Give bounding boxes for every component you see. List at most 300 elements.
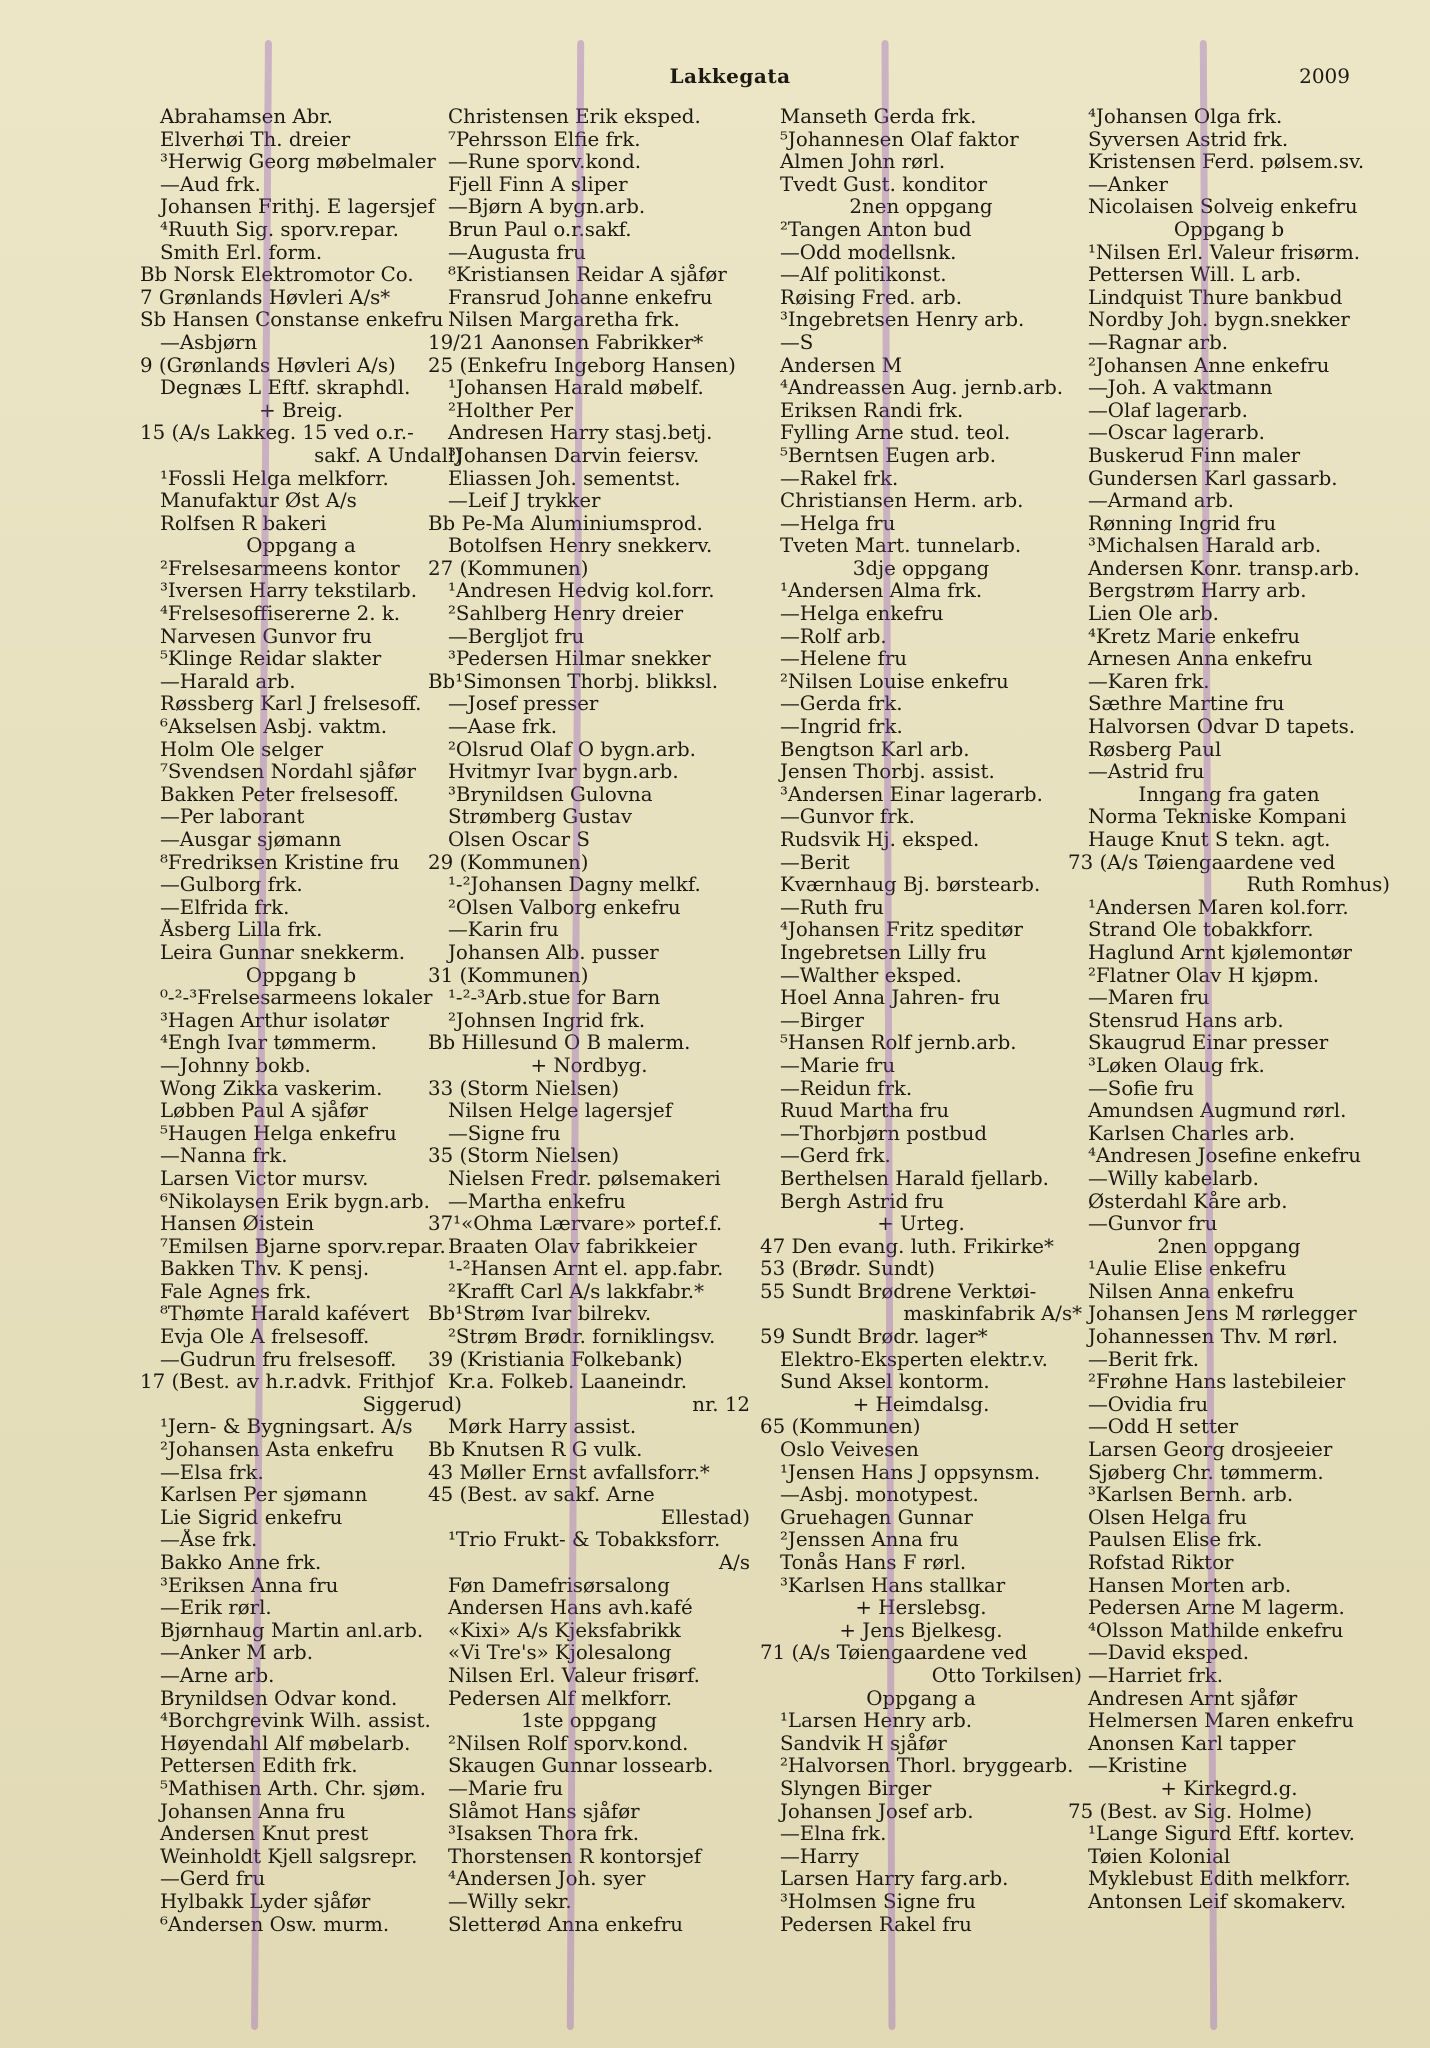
entry-line: Lie Sigrid enkefru <box>160 1506 343 1529</box>
entry-line: ²Strøm Brødr. forniklingsv. <box>448 1326 716 1349</box>
entry-line: ¹Andersen Alma frk. <box>780 580 983 603</box>
entry-line: Oppgang a <box>866 1687 976 1710</box>
entry-line: Ruth Romhus) <box>1246 874 1390 897</box>
entry-line: ⁵Johannesen Olaf faktor <box>780 128 1019 151</box>
entry-line: ¹Jern- & Bygningsart. A/s <box>160 1416 413 1439</box>
entry-line: ²Krafft Carl A/s lakkfabr.* <box>448 1280 704 1303</box>
entry-line: ²Frøhne Hans lastebileier <box>1088 1371 1346 1394</box>
entry-line: 45 (Best. av sakf. Arne <box>428 1484 655 1507</box>
entry-line: ³Hagen Arthur isolatør <box>160 1009 390 1032</box>
entry-line: Eriksen Randi frk. <box>780 399 964 422</box>
entry-line: Larsen Victor mursv. <box>160 1167 369 1190</box>
entry-line: ⁷Svendsen Nordahl sjåfør <box>160 761 416 784</box>
entry-line: Oppgang b <box>245 964 357 987</box>
entry-line: —Gerda frk. <box>780 693 903 716</box>
entry-line: Slyngen Birger <box>780 1777 932 1800</box>
entry-line: —Thorbjørn postbud <box>780 1122 988 1145</box>
entry-line: Helmersen Maren enkefru <box>1088 1710 1354 1733</box>
entry-line: ¹Lange Sigurd Eftf. kortev. <box>1088 1823 1355 1846</box>
entry-line: Bengtson Karl arb. <box>780 738 970 761</box>
entry-line: 7 Grønlands Høvleri A/s* <box>140 286 391 309</box>
entry-line: —Asbj. monotypest. <box>780 1484 979 1507</box>
entry-line: Åsberg Lilla frk. <box>160 919 323 942</box>
entry-line: ¹Andresen Hedvig kol.forr. <box>448 580 715 603</box>
entry-line: ²Tangen Anton bud <box>780 218 972 241</box>
entry-line: Braaten Olav fabrikkeier <box>448 1235 697 1258</box>
entry-line: —Johnny bokb. <box>160 1054 311 1077</box>
entry-line: —Rune sporv.kond. <box>448 151 642 174</box>
entry-line: ²Holther Per <box>448 399 574 422</box>
entry-line: «Kixi» A/s Kjeksfabrikk <box>448 1619 681 1642</box>
entry-line: ¹Trio Frukt- & Tobakksforr. <box>448 1529 721 1552</box>
entry-line: ¹Andersen Maren kol.forr. <box>1088 896 1349 919</box>
entry-line: ²Halvorsen Thorl. bryggearb. <box>780 1755 1074 1778</box>
entry-line: ¹Jensen Hans J oppsynsm. <box>780 1461 1041 1484</box>
entry-line: ⁴Andresen Josefine enkefru <box>1088 1145 1361 1168</box>
entry-line: Arnesen Anna enkefru <box>1088 648 1313 671</box>
entry-line: Oppgang b <box>1173 218 1285 241</box>
entry-line: ⁴Andersen Joh. syer <box>448 1868 646 1891</box>
entry-line: Thorstensen R kontorsjef <box>448 1845 702 1868</box>
entry-line: —Alf politikonst. <box>780 264 947 287</box>
entry-line: 27 (Kommunen) <box>428 557 589 580</box>
entry-line: maskinfabrik A/s* <box>903 1303 1082 1326</box>
entry-line: Halvorsen Odvar D tapets. <box>1088 716 1356 739</box>
entry-line: ³Michalsen Harald arb. <box>1088 535 1322 558</box>
entry-line: —Odd H setter <box>1088 1416 1239 1439</box>
entry-line: Manseth Gerda frk. <box>780 106 977 128</box>
entry-line: Røsberg Paul <box>1088 738 1222 761</box>
entry-line: ¹Fossli Helga melkforr. <box>160 467 389 490</box>
column-4 <box>1068 106 1390 1914</box>
entry-line: ³Iversen Harry tekstilarb. <box>160 580 417 603</box>
entry-line: Leira Gunnar snekkerm. <box>160 941 406 964</box>
entry-line: ⁴Engh Ivar tømmerm. <box>160 1032 377 1055</box>
entry-line: Andresen Harry stasj.betj. <box>448 422 713 445</box>
entry-line: Bakken Peter frelsesoff. <box>160 783 399 806</box>
entry-line: ⁴Johansen Fritz speditør <box>780 919 1023 942</box>
entry-line: 35 (Storm Nielsen) <box>428 1145 620 1168</box>
entry-line: ⁶Akselsen Asbj. vaktm. <box>160 716 388 739</box>
entry-line: Narvesen Gunvor fru <box>160 625 372 648</box>
entry-line: Mørk Harry assist. <box>448 1416 637 1439</box>
entry-line: —Armand arb. <box>1088 490 1234 513</box>
entry-line: —Elfrida frk. <box>160 896 290 919</box>
entry-line: 17 (Best. av h.r.advk. Frithjof <box>140 1371 434 1394</box>
entry-line: ⁴Andreassen Aug. jernb.arb. <box>780 377 1064 400</box>
entry-line: Nordby Joh. bygn.snekker <box>1088 309 1350 332</box>
entry-line: Bb¹Simonsen Thorbj. blikksl. <box>428 670 719 693</box>
entry-line: —David eksped. <box>1088 1642 1250 1665</box>
entry-line: ³Holmsen Signe fru <box>780 1890 976 1913</box>
entry-line: ³Løken Olaug frk. <box>1088 1054 1265 1077</box>
entry-line: Fjell Finn A sliper <box>448 173 628 196</box>
entry-line: ²Frelsesarmeens kontor <box>160 557 400 580</box>
entry-line: Larsen Harry farg.arb. <box>780 1868 1009 1891</box>
entry-line: —Willy kabelarb. <box>1088 1167 1259 1190</box>
entry-line: 71 (A/s Tøiengaardene ved <box>760 1642 1028 1665</box>
entry-line: ¹Larsen Henry arb. <box>780 1710 973 1733</box>
entry-line: Jensen Thorbj. assist. <box>780 761 995 784</box>
column-1 <box>140 106 462 1936</box>
entry-line: Hvitmyr Ivar bygn.arb. <box>448 761 679 784</box>
entry-line: ⁵Mathisen Arth. Chr. sjøm. <box>160 1777 426 1800</box>
entry-line: ⁵Hansen Rolf jernb.arb. <box>780 1032 1017 1055</box>
entry-line: Nilsen Helge lagersjef <box>448 1100 673 1123</box>
entry-line: —Helene fru <box>780 648 908 671</box>
entry-line: ¹-²-³Arb.stue for Barn <box>448 987 661 1010</box>
entry-line: Antonsen Leif skomakerv. <box>1088 1890 1347 1913</box>
entry-line: Elektro-Eksperten elektr.v. <box>780 1348 1048 1371</box>
entry-line: 33 (Storm Nielsen) <box>428 1077 620 1100</box>
entry-line: —Berit <box>780 851 850 874</box>
entry-line: Tonås Hans F rørl. <box>780 1552 967 1574</box>
entry-line: —Joh. A vaktmann <box>1088 377 1273 400</box>
entry-line: Røssberg Karl J frelsesoff. <box>160 693 422 716</box>
entry-line: Andersen Knut prest <box>160 1823 369 1846</box>
entry-line: —Martha enkefru <box>448 1190 626 1213</box>
entry-line: Bb Norsk Elektromotor Co. <box>140 264 414 287</box>
entry-line: Brun Paul o.r.sakf. <box>448 218 632 241</box>
entry-line: —Sofie fru <box>1088 1077 1194 1100</box>
entry-line: —Leif J trykker <box>448 490 601 513</box>
entry-line: —Ruth fru <box>780 896 884 919</box>
entry-line: —Marie fru <box>448 1777 564 1800</box>
entry-line: Johansen Frithj. E lagersjef <box>160 196 435 219</box>
entry-line: Sb Hansen Constanse enkefru <box>140 309 444 332</box>
entry-line: —Ragnar arb. <box>1088 331 1229 354</box>
entry-line: ⁵Haugen Helga enkefru <box>160 1122 397 1145</box>
entry-line: + Nordbyg. <box>530 1054 648 1077</box>
entry-line: Sæthre Martine fru <box>1088 693 1285 716</box>
entry-line: + Herslebsg. <box>855 1597 987 1620</box>
entry-line: ²Jenssen Anna fru <box>780 1529 959 1552</box>
entry-line: Rofstad Riktor <box>1088 1552 1234 1574</box>
entry-line: Smith Erl. form. <box>160 241 323 264</box>
entry-line: —Bergljot fru <box>448 625 585 648</box>
entry-line: Eliassen Joh. sementst. <box>448 467 681 490</box>
entry-line: Bakko Anne frk. <box>160 1552 322 1574</box>
entry-line: 29 (Kommunen) <box>428 851 589 874</box>
entry-line: ⁴Kretz Marie enkefru <box>1088 625 1301 648</box>
entry-line: Karlsen Charles arb. <box>1088 1122 1296 1145</box>
entry-line: Christiansen Herm. arb. <box>780 490 1024 513</box>
entry-line: —Asbjørn <box>160 331 258 354</box>
entry-line: —Nanna frk. <box>160 1145 288 1168</box>
entry-line: + Jens Bjelkesg. <box>839 1619 1003 1642</box>
entry-line: 39 (Kristiania Folkebank) <box>428 1348 683 1371</box>
entry-line: Ingebretsen Lilly fru <box>780 941 987 964</box>
entry-line: Føn Damefrisørsalong <box>448 1574 670 1597</box>
entry-line: —Karin fru <box>448 919 559 942</box>
page-number: 2009 <box>1299 64 1350 88</box>
entry-line: Bb Pe-Ma Aluminiumsprod. <box>428 512 703 535</box>
entry-line: —Willy sekr. <box>448 1890 572 1913</box>
entry-line: Gundersen Karl gassarb. <box>1088 467 1338 490</box>
entry-line: 53 (Brødr. Sundt) <box>760 1258 935 1281</box>
entry-line: Pedersen Arne M lagerm. <box>1088 1597 1345 1620</box>
entry-line: —Walther eksped. <box>780 964 962 987</box>
entry-line: ³Karlsen Hans stallkar <box>780 1574 1006 1597</box>
entry-line: 73 (A/s Tøiengaardene ved <box>1068 851 1336 874</box>
entry-line: 31 (Kommunen) <box>428 964 589 987</box>
entry-line: Johansen Alb. pusser <box>448 941 659 964</box>
entry-line: Elverhøi Th. dreier <box>160 128 351 151</box>
entry-line: —Gerd frk. <box>780 1145 891 1168</box>
entry-line: A/s <box>718 1552 750 1574</box>
entry-line: —Rolf arb. <box>780 625 887 648</box>
entry-line: 47 Den evang. luth. Frikirke* <box>760 1235 1054 1258</box>
entry-line: Nielsen Fredr. pølsemakeri <box>448 1167 721 1190</box>
entry-line: Brynildsen Odvar kond. <box>160 1687 398 1710</box>
entry-line: —Maren fru <box>1088 987 1210 1010</box>
entry-line: Nicolaisen Solveig enkefru <box>1088 196 1358 219</box>
entry-line: Botolfsen Henry snekkerv. <box>448 535 713 558</box>
entry-line: Wong Zikka vaskerim. <box>160 1077 383 1100</box>
entry-line: Tøien Kolonial <box>1088 1845 1231 1868</box>
entry-line: 25 (Enkefru Ingeborg Hansen) <box>428 354 736 377</box>
entry-line: Hoel Anna Jahren- fru <box>780 987 1001 1010</box>
entry-line: —Helga fru <box>780 512 896 535</box>
column-3 <box>760 106 1082 1936</box>
entry-line: —Josef presser <box>448 693 599 716</box>
entry-line: 37¹«Ohma Lærvare» portef.f. <box>428 1213 723 1236</box>
entry-line: Buskerud Finn maler <box>1088 444 1301 467</box>
entry-line: Otto Torkilsen) <box>931 1664 1082 1687</box>
entry-line: Christensen Erik eksped. <box>448 106 701 128</box>
entry-line: ⁵Klinge Reidar slakter <box>160 648 382 671</box>
entry-line: Skaugrud Einar presser <box>1088 1032 1329 1055</box>
entry-line: ²Sahlberg Henry dreier <box>448 603 684 626</box>
entry-line: Karlsen Per sjømann <box>160 1484 368 1507</box>
entry-line: —Harriet frk. <box>1088 1664 1224 1687</box>
entry-line: 3dje oppgang <box>852 557 990 580</box>
entry-line: Degnæs L Eftf. skraphdl. <box>160 377 411 400</box>
entry-line: Strømberg Gustav <box>448 806 633 829</box>
entry-line: —Rakel frk. <box>780 467 899 490</box>
entry-line: Bb Hillesund O B malerm. <box>428 1032 691 1055</box>
entry-line: Skaugen Gunnar lossearb. <box>448 1755 714 1778</box>
entry-line: ²Olsen Valborg enkefru <box>448 896 681 919</box>
entry-line: ⁴Borchgrevink Wilh. assist. <box>160 1710 431 1733</box>
entry-line: —Ausgar sjømann <box>160 829 342 851</box>
entry-line: Nilsen Anna enkefru <box>1088 1280 1295 1303</box>
entry-line: Berthelsen Harald fjellarb. <box>780 1167 1049 1190</box>
entry-line: Rudsvik Hj. eksped. <box>780 829 980 851</box>
entry-line: ³Ingebretsen Henry arb. <box>780 309 1025 332</box>
entry-line: —Gunvor fru <box>1088 1213 1218 1236</box>
entry-line: Bergstrøm Harry arb. <box>1088 580 1307 603</box>
entry-line: ⁴Olsson Mathilde enkefru <box>1088 1619 1344 1642</box>
entry-line: —Aase frk. <box>448 716 558 739</box>
entry-line: Larsen Georg drosjeeier <box>1088 1439 1333 1462</box>
entry-line: ⁵Berntsen Eugen arb. <box>780 444 996 467</box>
entry-line: —Oscar lagerarb. <box>1088 422 1265 445</box>
entry-line: —Olaf lagerarb. <box>1088 399 1248 422</box>
entry-line: ²Johansen Asta enkefru <box>160 1439 395 1462</box>
entry-line: Paulsen Elise frk. <box>1088 1529 1263 1552</box>
entry-line: —Gerd fru <box>160 1868 266 1891</box>
entry-line: 2nen oppgang <box>1157 1235 1301 1258</box>
entry-line: ⁶Nikolaysen Erik bygn.arb. <box>160 1190 430 1213</box>
entry-line: Nilsen Erl. Valeur frisørf. <box>448 1664 700 1687</box>
entry-line: —Bjørn A bygn.arb. <box>448 196 646 219</box>
entry-line: Syversen Astrid frk. <box>1088 128 1289 151</box>
entry-line: + Urteg. <box>877 1213 965 1236</box>
entry-line: Fale Agnes frk. <box>160 1280 312 1303</box>
entry-line: Sjøberg Chr. tømmerm. <box>1088 1461 1324 1484</box>
entry-line: —Kristine <box>1088 1755 1188 1778</box>
entry-line: ³Karlsen Bernh. arb. <box>1088 1484 1294 1507</box>
entry-line: + Heimdalsg. <box>852 1393 990 1416</box>
entry-line: Siggerud) <box>362 1393 462 1416</box>
entry-line: Rolfsen R bakeri <box>160 512 327 535</box>
entry-line: Hansen Morten arb. <box>1088 1574 1292 1597</box>
entry-line: Evja Ole A frelsesoff. <box>160 1326 370 1349</box>
entry-line: ³Johansen Darvin feiersv. <box>448 444 700 467</box>
entry-line: + Kirkegrd.g. <box>1160 1777 1298 1800</box>
entry-line: ⁴Frelsesoffisererne 2. k. <box>160 603 401 626</box>
entry-line: —Gudrun fru frelsesoff. <box>160 1348 397 1371</box>
entry-line: Kr.a. Folkeb. Laaneindr. <box>448 1371 687 1394</box>
entry-line: ¹Johansen Harald møbelf. <box>448 377 704 400</box>
entry-line: 65 (Kommunen) <box>760 1416 921 1439</box>
entry-line: Pettersen Edith frk. <box>160 1755 358 1778</box>
entry-line: Oppgang a <box>246 535 356 558</box>
entry-line: —Harald arb. <box>160 670 296 693</box>
entry-line: Andresen Arnt sjåfør <box>1088 1687 1298 1710</box>
entry-line: —Signe fru <box>448 1122 561 1145</box>
entry-line: «Vi Tre's» Kjolesalong <box>448 1642 672 1665</box>
entry-line: Holm Ole selger <box>160 738 324 761</box>
entry-line: Pettersen Will. L arb. <box>1088 264 1302 287</box>
entry-line: —Marie fru <box>780 1054 896 1077</box>
entry-line: Pedersen Alf melkforr. <box>448 1687 673 1710</box>
entry-line: —Elsa frk. <box>160 1461 264 1484</box>
entry-line: Johansen Josef arb. <box>780 1800 974 1823</box>
entry-line: Stensrud Hans arb. <box>1088 1009 1284 1032</box>
street-title: Lakkegata <box>669 64 791 88</box>
entry-line: Nilsen Margaretha frk. <box>448 309 680 332</box>
entry-line: Johannessen Thv. M rørl. <box>1088 1326 1338 1349</box>
entry-line: Fransrud Johanne enkefru <box>448 286 713 309</box>
entry-line: ³Isaksen Thora frk. <box>448 1823 639 1846</box>
entry-line: ³Eriksen Anna fru <box>160 1574 339 1597</box>
entry-line: Andersen Hans avh.kafé <box>448 1597 693 1620</box>
entry-line: —Per laborant <box>160 806 305 829</box>
entry-line: —Karen frk. <box>1088 670 1210 693</box>
entry-line: sakf. A Undall) <box>314 444 462 467</box>
entry-line: —Åse frk. <box>160 1529 258 1552</box>
entry-line: 19/21 Aanonsen Fabrikker* <box>428 331 704 354</box>
entry-line: —Gulborg frk. <box>160 874 303 897</box>
entry-line: Amundsen Augmund rørl. <box>1088 1100 1347 1123</box>
entry-line: 59 Sundt Brødr. lager* <box>760 1326 988 1349</box>
entry-line: ²Flatner Olav H kjøpm. <box>1088 964 1319 987</box>
entry-line: Hauge Knut S tekn. agt. <box>1088 829 1331 851</box>
entry-line: Johansen Anna fru <box>160 1800 346 1823</box>
entry-line: Inngang fra gaten <box>1138 783 1320 806</box>
entry-line: Rønning Ingrid fru <box>1088 512 1277 535</box>
entry-line: ²Johnsen Ingrid frk. <box>448 1009 646 1032</box>
entry-line: ⁸Fredriksen Kristine fru <box>160 851 400 874</box>
entry-line: 15 (A/s Lakkeg. 15 ved o.r.- <box>140 422 414 445</box>
entry-line: Fylling Arne stud. teol. <box>780 422 1011 445</box>
entry-line: —Anker M arb. <box>160 1642 313 1665</box>
entry-line: Slåmot Hans sjåfør <box>448 1800 640 1823</box>
entry-line: ⁴Johansen Olga frk. <box>1088 106 1283 128</box>
entry-line: Bjørnhaug Martin anl.arb. <box>160 1619 424 1642</box>
entry-line: —Reidun frk. <box>780 1077 913 1100</box>
entry-line: ⁴Ruuth Sig. sporv.repar. <box>160 218 399 241</box>
entry-line: Løbben Paul A sjåfør <box>160 1100 369 1123</box>
entry-line: ¹Nilsen Erl. Valeur frisørm. <box>1088 241 1361 264</box>
entry-line: Olsen Oscar S <box>448 829 590 851</box>
entry-line: Anonsen Karl tapper <box>1088 1732 1296 1755</box>
entry-line: ¹Aulie Elise enkefru <box>1088 1258 1287 1281</box>
entry-line: Østerdahl Kåre arb. <box>1088 1190 1288 1213</box>
entry-line: —Arne arb. <box>160 1664 275 1687</box>
entry-line: Almen John rørl. <box>780 151 946 174</box>
entry-line: Oslo Veivesen <box>780 1439 919 1462</box>
entry-line: —Gunvor frk. <box>780 806 915 829</box>
entry-line: —Odd modellsnk. <box>780 241 957 264</box>
entry-line: Kristensen Ferd. pølsem.sv. <box>1088 151 1365 174</box>
entry-line: Strand Ole tobakkforr. <box>1088 919 1314 942</box>
entry-line: —Ingrid frk. <box>780 716 903 739</box>
entry-line: ³Pedersen Hilmar snekker <box>448 648 711 671</box>
entry-line: ⁸Thømte Harald kafévert <box>160 1303 410 1326</box>
entry-line: ²Nilsen Louise enkefru <box>780 670 1009 693</box>
entry-line: Weinholdt Kjell salgsrepr. <box>160 1845 418 1868</box>
entry-line: Norma Tekniske Kompani <box>1088 806 1347 829</box>
entry-line: ³Andersen Einar lagerarb. <box>780 783 1043 806</box>
entry-line: Gruehagen Gunnar <box>780 1506 973 1529</box>
entry-line: Johansen Jens M rørlegger <box>1088 1303 1357 1326</box>
entry-line: ³Brynildsen Gulovna <box>448 783 653 806</box>
entry-line: Andersen Konr. transp.arb. <box>1088 557 1360 580</box>
entry-line: Kværnhaug Bj. børstearb. <box>780 874 1041 897</box>
entry-line: Andersen M <box>780 354 902 377</box>
entry-line: Høyendahl Alf møbelarb. <box>160 1732 411 1755</box>
entry-line: Lien Ole arb. <box>1088 603 1219 626</box>
entry-line: ²Olsrud Olaf O bygn.arb. <box>448 738 696 761</box>
entry-line: ⁶Andersen Osw. murm. <box>160 1913 390 1936</box>
entry-line: Pedersen Rakel fru <box>780 1913 972 1936</box>
entry-line: Tveten Mart. tunnelarb. <box>780 535 1022 558</box>
entry-line: ⁷Emilsen Bjarne sporv.repar. <box>160 1235 446 1258</box>
entry-line: ¹-²Johansen Dagny melkf. <box>448 874 701 897</box>
entry-line: 43 Møller Ernst avfallsforr.* <box>428 1461 710 1484</box>
entry-line: Sletterød Anna enkefru <box>448 1913 684 1936</box>
entry-line: —Erik rørl. <box>160 1597 272 1620</box>
entry-line: Abrahamsen Abr. <box>160 106 333 128</box>
entry-line: Tvedt Gust. konditor <box>780 173 988 196</box>
entry-line: Bb Knutsen R G vulk. <box>428 1439 643 1462</box>
entry-line: —Aud frk. <box>160 173 261 196</box>
entry-line: —Astrid fru <box>1088 761 1205 784</box>
column-2 <box>428 106 750 1936</box>
entry-line: Haglund Arnt kjølemontør <box>1088 941 1352 964</box>
entry-line: Ruud Martha fru <box>780 1100 950 1123</box>
entry-line: + Breig. <box>259 399 343 422</box>
entry-line: nr. 12 <box>692 1393 750 1416</box>
entry-line: Sandvik H sjåfør <box>780 1732 947 1755</box>
entry-line: Hylbakk Lyder sjåfør <box>160 1890 371 1913</box>
page-header <box>100 64 1360 94</box>
entry-line: ⁷Pehrsson Elfie frk. <box>448 128 641 151</box>
entry-line: —Elna frk. <box>780 1823 887 1846</box>
